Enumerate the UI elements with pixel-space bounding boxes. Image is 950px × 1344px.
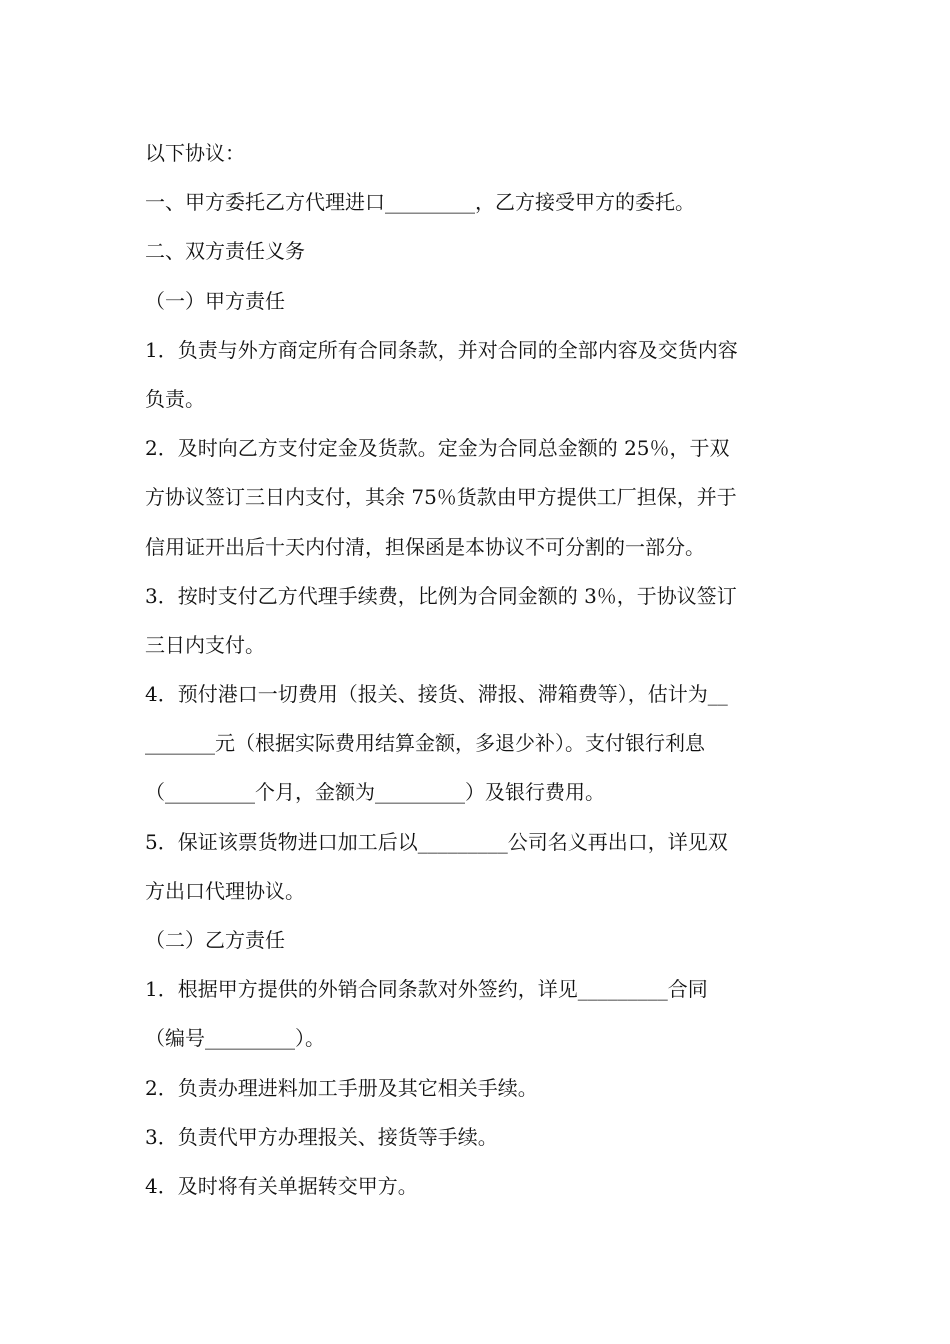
text-line: 2．及时向乙方支付定金及货款。定金为合同总金额的 25％，于双: [145, 436, 730, 461]
subsection-heading-party-a: （一）甲方责任: [145, 288, 285, 313]
text-line: 4．预付港口一切费用（报关、接货、滞报、滞箱费等），估计为__: [145, 682, 728, 707]
text-line: （编号_________）。: [145, 1026, 325, 1051]
text-line: 3．按时支付乙方代理手续费，比例为合同金额的 3％，于协议签订: [145, 583, 737, 608]
text-line: （_________个月，金额为_________）及银行费用。: [145, 780, 605, 805]
clause-one: 一、甲方委托乙方代理进口_________，乙方接受甲方的委托。: [145, 190, 695, 215]
text-line: 方协议签订三日内支付，其余 75％货款由甲方提供工厂担保，并于: [145, 485, 737, 510]
text-line: _______元（根据实际费用结算金额，多退少补）。支付银行利息: [145, 731, 705, 756]
subsection-heading-party-b: （二）乙方责任: [145, 928, 285, 952]
text-line: 三日内支付。: [145, 632, 265, 657]
text-line: 信用证开出后十天内付清，担保函是本协议不可分割的一部分。: [145, 534, 705, 559]
text-line: 以下协议：: [145, 141, 245, 165]
text-line: 3．负责代甲方办理报关、接货等手续。: [145, 1124, 498, 1149]
text-line: 2．负责办理进料加工手册及其它相关手续。: [145, 1075, 538, 1100]
text-line: 方出口代理协议。: [145, 878, 305, 903]
text-line: 1．负责与外方商定所有合同条款，并对合同的全部内容及交货内容: [145, 337, 738, 362]
text-line: 4．及时将有关单据转交甲方。: [145, 1173, 418, 1198]
text-line: 5．保证该票货物进口加工后以_________公司名义再出口，详见双: [145, 829, 728, 854]
section-heading-responsibilities: 二、双方责任义务: [145, 239, 305, 264]
text-line: 1．根据甲方提供的外销合同条款对外签约，详见_________合同: [145, 977, 708, 1002]
document-body: [145, 129, 807, 1211]
text-line: 负责。: [145, 386, 205, 411]
